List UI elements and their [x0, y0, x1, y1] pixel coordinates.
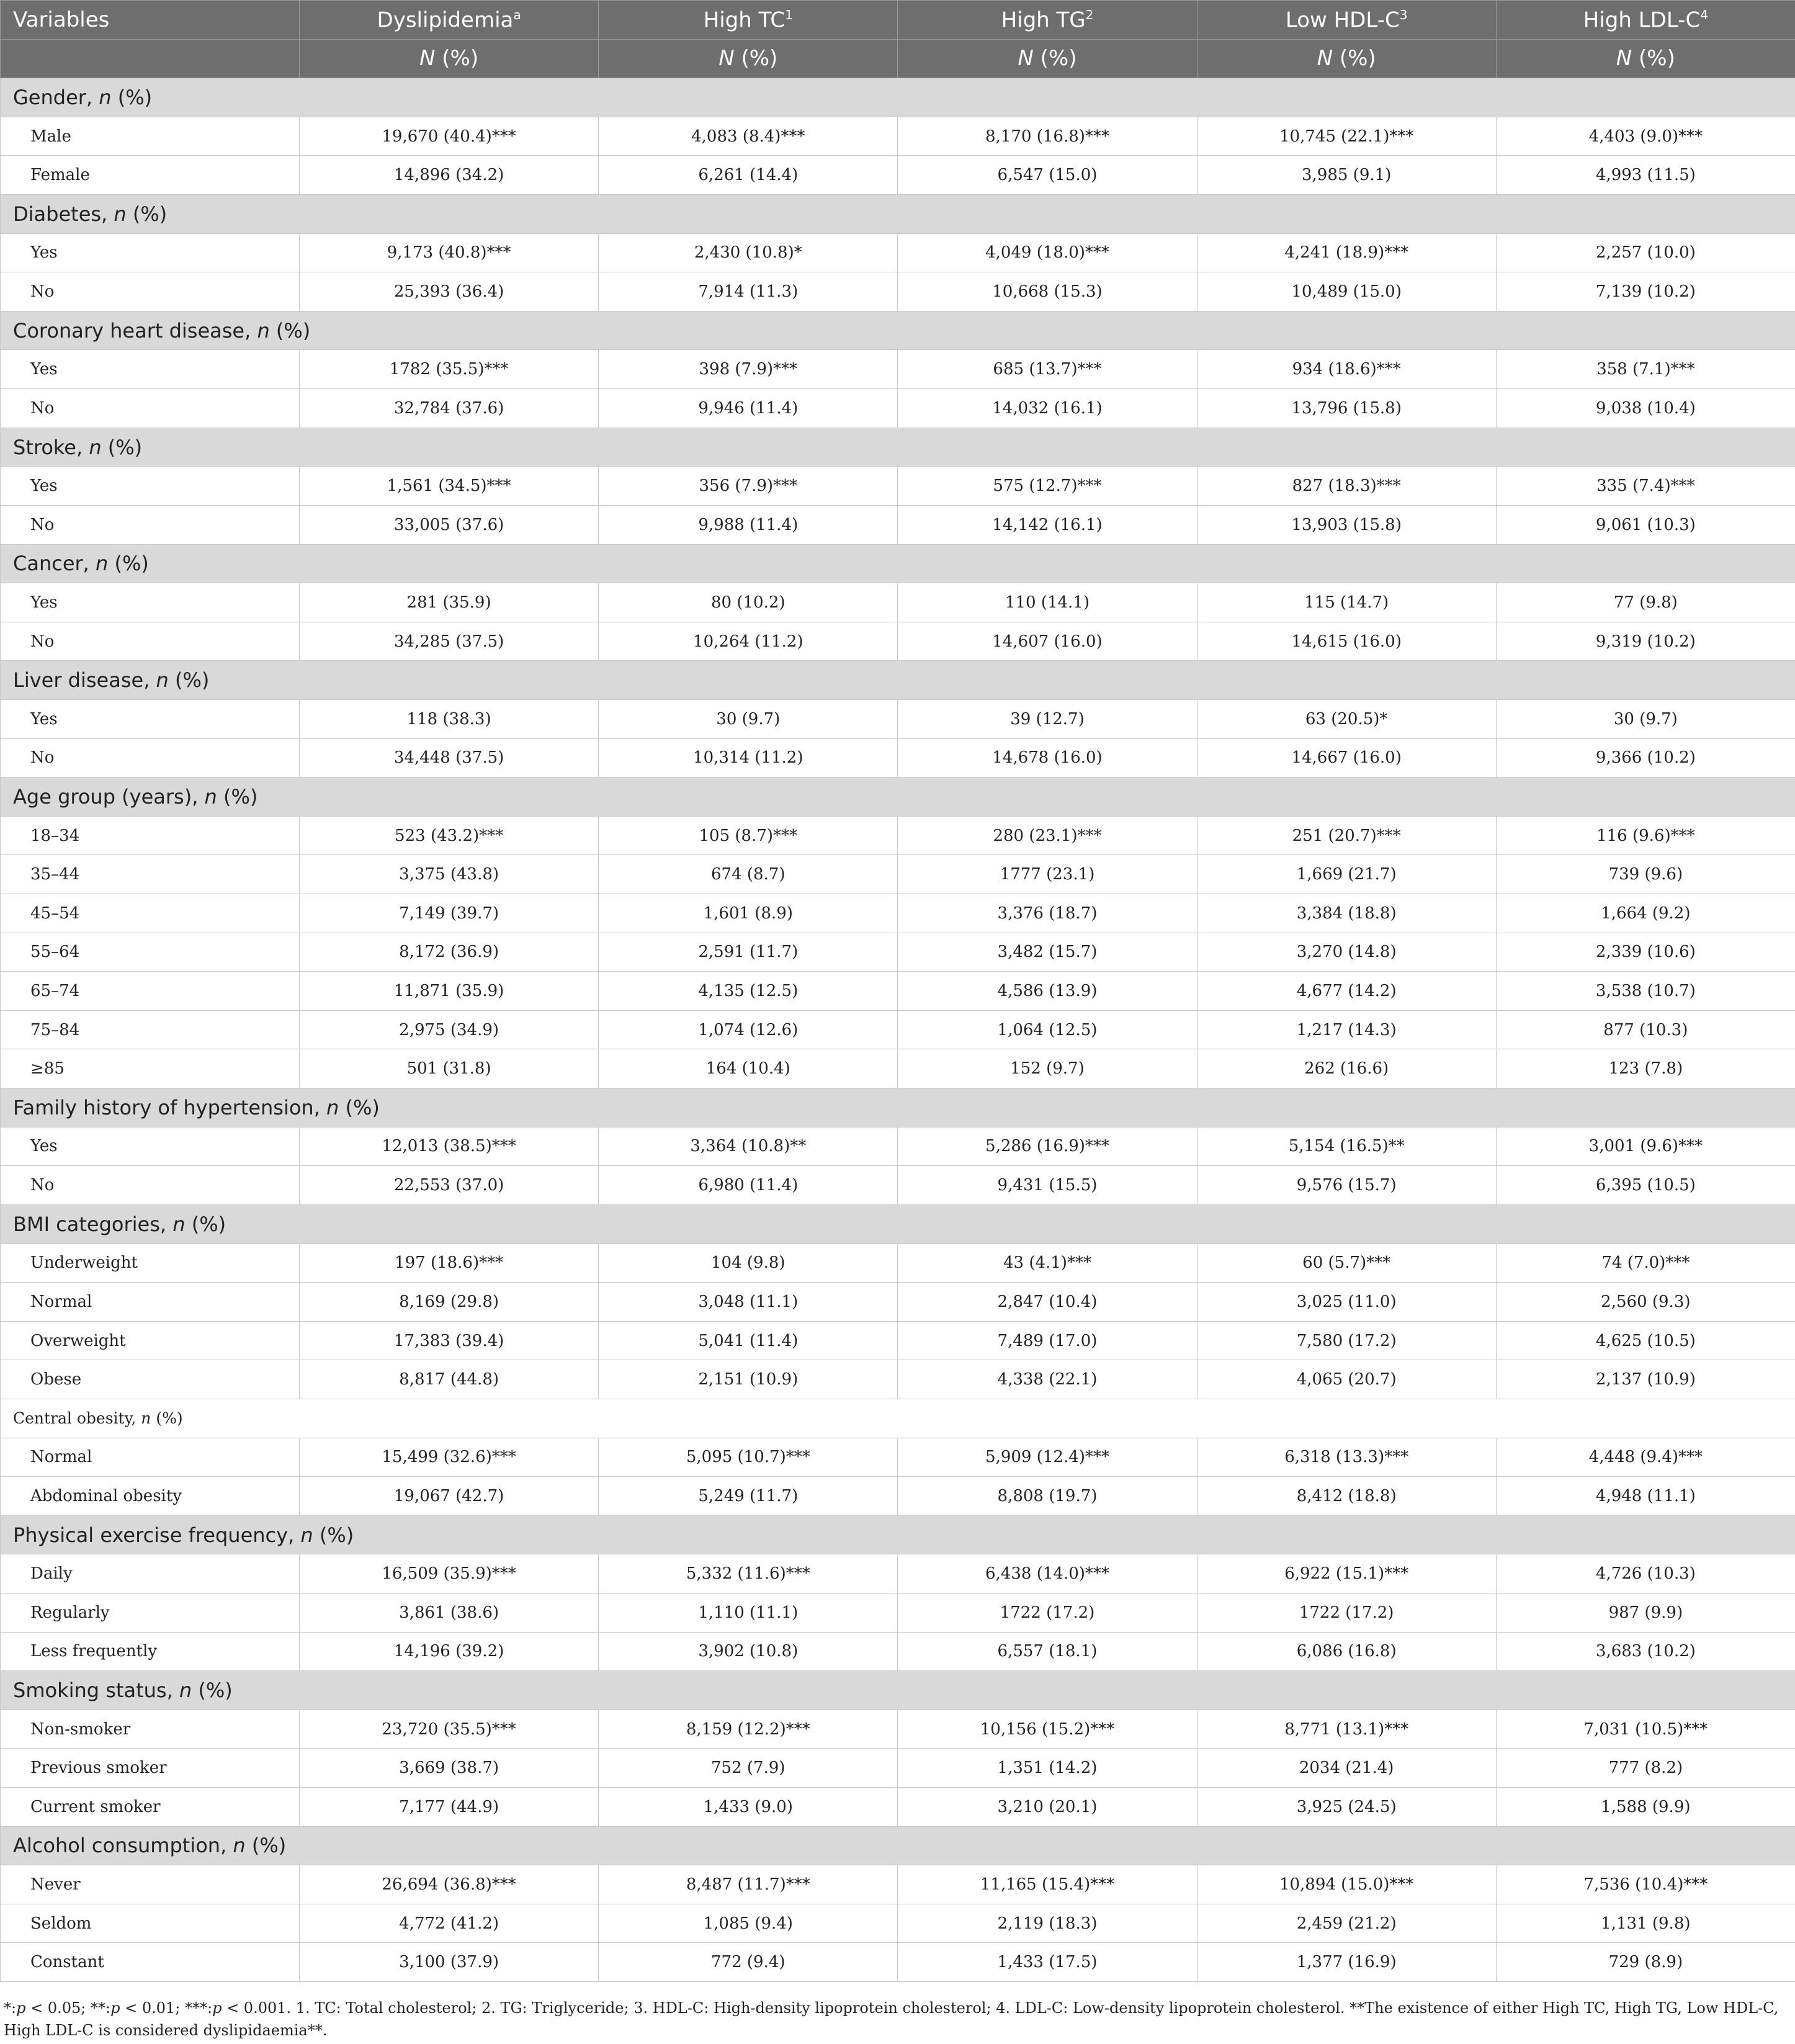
- subheader-row: [1, 39, 1795, 78]
- section-header-row: [1, 78, 1795, 117]
- row-label: No: [1, 738, 300, 778]
- value-cell: 16,509 (35.9)***: [300, 1554, 599, 1594]
- value-cell: 115 (14.7): [1197, 583, 1496, 622]
- value-cell: 1,588 (9.9): [1496, 1788, 1795, 1827]
- value-cell: 22,553 (37.0): [300, 1166, 599, 1205]
- section-header-row: [1, 1088, 1795, 1127]
- header-dyslipidemia: Dyslipidemia$^a$: [300, 1, 599, 40]
- section-header-row: [1, 311, 1795, 350]
- value-cell: 14,678 (16.0): [898, 738, 1197, 778]
- section-header-row: [1, 1515, 1795, 1554]
- value-cell: 6,980 (11.4): [599, 1166, 898, 1205]
- row-label: No: [1, 505, 300, 544]
- table-body: [1, 1, 1795, 1982]
- value-cell: 10,264 (11.2): [599, 622, 898, 661]
- section-header-row: [1, 1826, 1795, 1865]
- value-cell: 77 (9.8): [1496, 583, 1795, 622]
- value-cell: 1,601 (8.9): [599, 894, 898, 933]
- row-label: 35–44: [1, 855, 300, 894]
- section-header-row: [1, 195, 1795, 234]
- row-label: Normal: [1, 1438, 300, 1477]
- value-cell: 3,100 (37.9): [300, 1943, 599, 1982]
- section-header-row: [1, 428, 1795, 467]
- row-label: 55–64: [1, 933, 300, 972]
- table-row: [1, 389, 1795, 428]
- value-cell: 2,119 (18.3): [898, 1904, 1197, 1943]
- value-cell: 3,025 (11.0): [1197, 1283, 1496, 1322]
- value-cell: 3,384 (18.8): [1197, 894, 1496, 933]
- value-cell: 32,784 (37.6): [300, 389, 599, 428]
- section-title: Coronary heart disease, n (%): [1, 311, 1795, 350]
- section-title: BMI categories, n (%): [1, 1204, 1795, 1244]
- value-cell: 877 (10.3): [1496, 1010, 1795, 1049]
- section-header-row: [1, 1204, 1795, 1244]
- table-row: [1, 1749, 1795, 1788]
- value-cell: 118 (38.3): [300, 699, 599, 738]
- value-cell: 19,067 (42.7): [300, 1477, 599, 1516]
- value-cell: 1777 (23.1): [898, 855, 1197, 894]
- table-row: [1, 272, 1795, 312]
- value-cell: 3,482 (15.7): [898, 933, 1197, 972]
- value-cell: 4,049 (18.0)***: [898, 233, 1197, 272]
- value-cell: 10,314 (11.2): [599, 738, 898, 778]
- value-cell: 6,547 (15.0): [898, 156, 1197, 195]
- value-cell: 3,925 (24.5): [1197, 1788, 1496, 1827]
- value-cell: 60 (5.7)***: [1197, 1244, 1496, 1283]
- subheader-n-pct: N (%): [898, 39, 1197, 78]
- value-cell: 11,871 (35.9): [300, 972, 599, 1011]
- row-label: Normal: [1, 1283, 300, 1322]
- table-row: [1, 1477, 1795, 1516]
- value-cell: 9,431 (15.5): [898, 1166, 1197, 1205]
- value-cell: 674 (8.7): [599, 855, 898, 894]
- value-cell: 10,745 (22.1)***: [1197, 117, 1496, 156]
- table-row: [1, 699, 1795, 738]
- value-cell: 8,817 (44.8): [300, 1360, 599, 1399]
- subheader-n-pct: N (%): [1496, 39, 1795, 78]
- section-header-row: [1, 1399, 1795, 1438]
- row-label: Male: [1, 117, 300, 156]
- value-cell: 3,270 (14.8): [1197, 933, 1496, 972]
- value-cell: 14,667 (16.0): [1197, 738, 1496, 778]
- table-row: [1, 1321, 1795, 1360]
- value-cell: 1,561 (34.5)***: [300, 467, 599, 506]
- value-cell: 335 (7.4)***: [1496, 467, 1795, 506]
- value-cell: 752 (7.9): [599, 1749, 898, 1788]
- row-label: Female: [1, 156, 300, 195]
- value-cell: 1,085 (9.4): [599, 1904, 898, 1943]
- value-cell: 739 (9.6): [1496, 855, 1795, 894]
- value-cell: 19,670 (40.4)***: [300, 117, 599, 156]
- value-cell: 6,557 (18.1): [898, 1632, 1197, 1671]
- value-cell: 1,131 (9.8): [1496, 1904, 1795, 1943]
- value-cell: 14,896 (34.2): [300, 156, 599, 195]
- value-cell: 123 (7.8): [1496, 1049, 1795, 1088]
- value-cell: 2,137 (10.9): [1496, 1360, 1795, 1399]
- section-title: Physical exercise frequency, n (%): [1, 1515, 1795, 1554]
- value-cell: 8,771 (13.1)***: [1197, 1710, 1496, 1749]
- value-cell: 164 (10.4): [599, 1049, 898, 1088]
- section-title: Cancer, n (%): [1, 544, 1795, 583]
- row-label: Underweight: [1, 1244, 300, 1283]
- value-cell: 34,285 (37.5): [300, 622, 599, 661]
- value-cell: 6,086 (16.8): [1197, 1632, 1496, 1671]
- header-row: [1, 1, 1795, 40]
- table-row: [1, 972, 1795, 1011]
- value-cell: 23,720 (35.5)***: [300, 1710, 599, 1749]
- value-cell: 4,948 (11.1): [1496, 1477, 1795, 1516]
- table-row: [1, 467, 1795, 506]
- value-cell: 6,318 (13.3)***: [1197, 1438, 1496, 1477]
- section-header-row: [1, 544, 1795, 583]
- table-row: [1, 1554, 1795, 1594]
- value-cell: 7,580 (17.2): [1197, 1321, 1496, 1360]
- value-cell: 3,375 (43.8): [300, 855, 599, 894]
- section-title: Age group (years), n (%): [1, 778, 1795, 817]
- value-cell: 9,319 (10.2): [1496, 622, 1795, 661]
- row-label: 75–84: [1, 1010, 300, 1049]
- value-cell: 827 (18.3)***: [1197, 467, 1496, 506]
- value-cell: 3,048 (11.1): [599, 1283, 898, 1322]
- table-row: [1, 156, 1795, 195]
- value-cell: 1,669 (21.7): [1197, 855, 1496, 894]
- section-title: Liver disease, n (%): [1, 661, 1795, 700]
- value-cell: 33,005 (37.6): [300, 505, 599, 544]
- table-row: [1, 1710, 1795, 1749]
- value-cell: 6,395 (10.5): [1496, 1166, 1795, 1205]
- value-cell: 3,683 (10.2): [1496, 1632, 1795, 1671]
- table-row: [1, 855, 1795, 894]
- value-cell: 3,210 (20.1): [898, 1788, 1197, 1827]
- value-cell: 2,459 (21.2): [1197, 1904, 1496, 1943]
- subheader-n-pct: N (%): [300, 39, 599, 78]
- value-cell: 14,196 (39.2): [300, 1632, 599, 1671]
- row-label: Overweight: [1, 1321, 300, 1360]
- row-label: ≥85: [1, 1049, 300, 1088]
- table-row: [1, 1438, 1795, 1477]
- value-cell: 9,038 (10.4): [1496, 389, 1795, 428]
- header-high-tc: High $TC^1$: [599, 1, 898, 40]
- header-low-hdl-c: Low HDL-$C^3$: [1197, 1, 1496, 40]
- value-cell: 934 (18.6)***: [1197, 350, 1496, 389]
- table-row: [1, 1904, 1795, 1943]
- value-cell: 1,217 (14.3): [1197, 1010, 1496, 1049]
- value-cell: 2,339 (10.6): [1496, 933, 1795, 972]
- value-cell: 4,677 (14.2): [1197, 972, 1496, 1011]
- value-cell: 4,993 (11.5): [1496, 156, 1795, 195]
- value-cell: 398 (7.9)***: [599, 350, 898, 389]
- table-row: [1, 738, 1795, 778]
- section-title: Diabetes, n (%): [1, 195, 1795, 234]
- header-high-ldl-c: High LDL-$C^4$: [1496, 1, 1795, 40]
- value-cell: 74 (7.0)***: [1496, 1244, 1795, 1283]
- table-row: [1, 1943, 1795, 1982]
- value-cell: 1,074 (12.6): [599, 1010, 898, 1049]
- row-label: No: [1, 272, 300, 312]
- value-cell: 43 (4.1)***: [898, 1244, 1197, 1283]
- value-cell: 7,536 (10.4)***: [1496, 1865, 1795, 1904]
- value-cell: 34,448 (37.5): [300, 738, 599, 778]
- value-cell: 281 (35.9): [300, 583, 599, 622]
- value-cell: 7,139 (10.2): [1496, 272, 1795, 312]
- table-row: [1, 1632, 1795, 1671]
- value-cell: 6,922 (15.1)***: [1197, 1554, 1496, 1594]
- value-cell: 10,156 (15.2)***: [898, 1710, 1197, 1749]
- value-cell: 30 (9.7): [599, 699, 898, 738]
- table-row: [1, 1788, 1795, 1827]
- value-cell: 152 (9.7): [898, 1049, 1197, 1088]
- section-title: Smoking status, n (%): [1, 1671, 1795, 1710]
- value-cell: 4,772 (41.2): [300, 1904, 599, 1943]
- row-label: Yes: [1, 233, 300, 272]
- subheader-n-pct: N (%): [599, 39, 898, 78]
- value-cell: 4,135 (12.5): [599, 972, 898, 1011]
- value-cell: 3,985 (9.1): [1197, 156, 1496, 195]
- table-row: [1, 1127, 1795, 1166]
- value-cell: 4,586 (13.9): [898, 972, 1197, 1011]
- table-row: [1, 350, 1795, 389]
- value-cell: 1,064 (12.5): [898, 1010, 1197, 1049]
- value-cell: 9,061 (10.3): [1496, 505, 1795, 544]
- row-label: No: [1, 622, 300, 661]
- value-cell: 1722 (17.2): [1197, 1593, 1496, 1632]
- table-row: [1, 1360, 1795, 1399]
- value-cell: 5,286 (16.9)***: [898, 1127, 1197, 1166]
- value-cell: 2,560 (9.3): [1496, 1283, 1795, 1322]
- table-row: [1, 233, 1795, 272]
- value-cell: 14,032 (16.1): [898, 389, 1197, 428]
- header-high-tg: High $TG^2$: [898, 1, 1197, 40]
- value-cell: 14,607 (16.0): [898, 622, 1197, 661]
- value-cell: 501 (31.8): [300, 1049, 599, 1088]
- table-row: [1, 1010, 1795, 1049]
- table-row: [1, 1283, 1795, 1322]
- value-cell: 9,988 (11.4): [599, 505, 898, 544]
- value-cell: 6,261 (14.4): [599, 156, 898, 195]
- value-cell: 5,041 (11.4): [599, 1321, 898, 1360]
- row-label: Current smoker: [1, 1788, 300, 1827]
- subheader-empty: [1, 39, 300, 78]
- value-cell: 8,170 (16.8)***: [898, 117, 1197, 156]
- table-row: [1, 1593, 1795, 1632]
- value-cell: 8,159 (12.2)***: [599, 1710, 898, 1749]
- value-cell: 280 (23.1)***: [898, 816, 1197, 855]
- row-label: Yes: [1, 350, 300, 389]
- table-row: [1, 894, 1795, 933]
- value-cell: 3,376 (18.7): [898, 894, 1197, 933]
- section-title: Family history of hypertension, n (%): [1, 1088, 1795, 1127]
- value-cell: 14,142 (16.1): [898, 505, 1197, 544]
- value-cell: 4,241 (18.9)***: [1197, 233, 1496, 272]
- value-cell: 7,031 (10.5)***: [1496, 1710, 1795, 1749]
- value-cell: 2,257 (10.0): [1496, 233, 1795, 272]
- value-cell: 80 (10.2): [599, 583, 898, 622]
- value-cell: 15,499 (32.6)***: [300, 1438, 599, 1477]
- value-cell: 197 (18.6)***: [300, 1244, 599, 1283]
- table-row: [1, 816, 1795, 855]
- value-cell: 26,694 (36.8)***: [300, 1865, 599, 1904]
- value-cell: 729 (8.9): [1496, 1943, 1795, 1982]
- row-label: 45–54: [1, 894, 300, 933]
- table-row: [1, 1166, 1795, 1205]
- value-cell: 262 (16.6): [1197, 1049, 1496, 1088]
- value-cell: 7,149 (39.7): [300, 894, 599, 933]
- value-cell: 12,013 (38.5)***: [300, 1127, 599, 1166]
- row-label: Yes: [1, 583, 300, 622]
- value-cell: 1,433 (17.5): [898, 1943, 1197, 1982]
- value-cell: 8,487 (11.7)***: [599, 1865, 898, 1904]
- row-label: Obese: [1, 1360, 300, 1399]
- value-cell: 3,861 (38.6): [300, 1593, 599, 1632]
- value-cell: 575 (12.7)***: [898, 467, 1197, 506]
- row-label: Yes: [1, 467, 300, 506]
- row-label: No: [1, 389, 300, 428]
- value-cell: 30 (9.7): [1496, 699, 1795, 738]
- value-cell: 3,364 (10.8)**: [599, 1127, 898, 1166]
- value-cell: 3,669 (38.7): [300, 1749, 599, 1788]
- value-cell: 251 (20.7)***: [1197, 816, 1496, 855]
- value-cell: 8,169 (29.8): [300, 1283, 599, 1322]
- value-cell: 1782 (35.5)***: [300, 350, 599, 389]
- table-footnote: *:p < 0.05; **:p < 0.01; ***:p < 0.001. 1. TC: Total cholesterol; 2. TG: Triglyceride; 3. HDL-C: High-density lipoprotein cholesterol; 4. LDL-C: Low-density lipoprotein cholesterol. **The existence of either High TC, High TG, Low HDL-C, High LDL-C is considered dyslipidaemia**.: [4, 1999, 1779, 2039]
- value-cell: 8,172 (36.9): [300, 933, 599, 972]
- row-label: Abdominal obesity: [1, 1477, 300, 1516]
- value-cell: 63 (20.5)*: [1197, 699, 1496, 738]
- value-cell: 9,173 (40.8)***: [300, 233, 599, 272]
- value-cell: 105 (8.7)***: [599, 816, 898, 855]
- value-cell: 9,366 (10.2): [1496, 738, 1795, 778]
- row-label: Previous smoker: [1, 1749, 300, 1788]
- value-cell: 5,154 (16.5)**: [1197, 1127, 1496, 1166]
- value-cell: 110 (14.1): [898, 583, 1197, 622]
- row-label: Non-smoker: [1, 1710, 300, 1749]
- row-label: Yes: [1, 699, 300, 738]
- value-cell: 4,625 (10.5): [1496, 1321, 1795, 1360]
- table-row: [1, 622, 1795, 661]
- value-cell: 3,902 (10.8): [599, 1632, 898, 1671]
- table-row: [1, 583, 1795, 622]
- value-cell: 104 (9.8): [599, 1244, 898, 1283]
- row-label: Constant: [1, 1943, 300, 1982]
- table-row: [1, 1244, 1795, 1283]
- value-cell: 685 (13.7)***: [898, 350, 1197, 389]
- value-cell: 14,615 (16.0): [1197, 622, 1496, 661]
- value-cell: 6,438 (14.0)***: [898, 1554, 1197, 1594]
- value-cell: 17,383 (39.4): [300, 1321, 599, 1360]
- value-cell: 4,083 (8.4)***: [599, 117, 898, 156]
- value-cell: 1,351 (14.2): [898, 1749, 1197, 1788]
- value-cell: 1,377 (16.9): [1197, 1943, 1496, 1982]
- section-header-row: [1, 661, 1795, 700]
- value-cell: 116 (9.6)***: [1496, 816, 1795, 855]
- value-cell: 7,914 (11.3): [599, 272, 898, 312]
- value-cell: 1,110 (11.1): [599, 1593, 898, 1632]
- value-cell: 10,894 (15.0)***: [1197, 1865, 1496, 1904]
- row-label: Less frequently: [1, 1632, 300, 1671]
- value-cell: 1,664 (9.2): [1496, 894, 1795, 933]
- row-label: Regularly: [1, 1593, 300, 1632]
- value-cell: 4,338 (22.1): [898, 1360, 1197, 1399]
- section-header-row: [1, 778, 1795, 817]
- value-cell: 13,796 (15.8): [1197, 389, 1496, 428]
- value-cell: 4,403 (9.0)***: [1496, 117, 1795, 156]
- row-label: Yes: [1, 1127, 300, 1166]
- value-cell: 7,177 (44.9): [300, 1788, 599, 1827]
- value-cell: 5,249 (11.7): [599, 1477, 898, 1516]
- value-cell: 39 (12.7): [898, 699, 1197, 738]
- value-cell: 4,065 (20.7): [1197, 1360, 1496, 1399]
- row-label: Seldom: [1, 1904, 300, 1943]
- value-cell: 25,393 (36.4): [300, 272, 599, 312]
- value-cell: 10,489 (15.0): [1197, 272, 1496, 312]
- value-cell: 5,909 (12.4)***: [898, 1438, 1197, 1477]
- value-cell: 3,001 (9.6)***: [1496, 1127, 1795, 1166]
- value-cell: 9,946 (11.4): [599, 389, 898, 428]
- value-cell: 523 (43.2)***: [300, 816, 599, 855]
- value-cell: 11,165 (15.4)***: [898, 1865, 1197, 1904]
- section-title: Gender, n (%): [1, 78, 1795, 117]
- value-cell: 356 (7.9)***: [599, 467, 898, 506]
- section-title: Stroke, n (%): [1, 428, 1795, 467]
- header-variables: Variables: [1, 1, 300, 40]
- value-cell: 987 (9.9): [1496, 1593, 1795, 1632]
- value-cell: 2,975 (34.9): [300, 1010, 599, 1049]
- subheader-n-pct: N (%): [1197, 39, 1496, 78]
- value-cell: 2,430 (10.8)*: [599, 233, 898, 272]
- value-cell: 2,591 (11.7): [599, 933, 898, 972]
- table-row: [1, 505, 1795, 544]
- value-cell: 10,668 (15.3): [898, 272, 1197, 312]
- row-label: 65–74: [1, 972, 300, 1011]
- row-label: Daily: [1, 1554, 300, 1594]
- value-cell: 358 (7.1)***: [1496, 350, 1795, 389]
- section-title: Alcohol consumption, n (%): [1, 1826, 1795, 1865]
- value-cell: 1722 (17.2): [898, 1593, 1197, 1632]
- value-cell: 4,726 (10.3): [1496, 1554, 1795, 1594]
- value-cell: 7,489 (17.0): [898, 1321, 1197, 1360]
- value-cell: 8,412 (18.8): [1197, 1477, 1496, 1516]
- table-row: [1, 1865, 1795, 1904]
- value-cell: 5,332 (11.6)***: [599, 1554, 898, 1594]
- value-cell: 772 (9.4): [599, 1943, 898, 1982]
- table-row: [1, 933, 1795, 972]
- section-header-row: [1, 1671, 1795, 1710]
- value-cell: 1,433 (9.0): [599, 1788, 898, 1827]
- row-label: 18–34: [1, 816, 300, 855]
- value-cell: 8,808 (19.7): [898, 1477, 1197, 1516]
- value-cell: 9,576 (15.7): [1197, 1166, 1496, 1205]
- value-cell: 777 (8.2): [1496, 1749, 1795, 1788]
- value-cell: 3,538 (10.7): [1496, 972, 1795, 1011]
- value-cell: 13,903 (15.8): [1197, 505, 1496, 544]
- row-label: Never: [1, 1865, 300, 1904]
- value-cell: 2,847 (10.4): [898, 1283, 1197, 1322]
- value-cell: 2034 (21.4): [1197, 1749, 1496, 1788]
- value-cell: 5,095 (10.7)***: [599, 1438, 898, 1477]
- table-row: [1, 1049, 1795, 1088]
- section-title: Central obesity, n (%): [1, 1399, 1795, 1438]
- value-cell: 2,151 (10.9): [599, 1360, 898, 1399]
- table-row: [1, 117, 1795, 156]
- row-label: No: [1, 1166, 300, 1205]
- value-cell: 4,448 (9.4)***: [1496, 1438, 1795, 1477]
